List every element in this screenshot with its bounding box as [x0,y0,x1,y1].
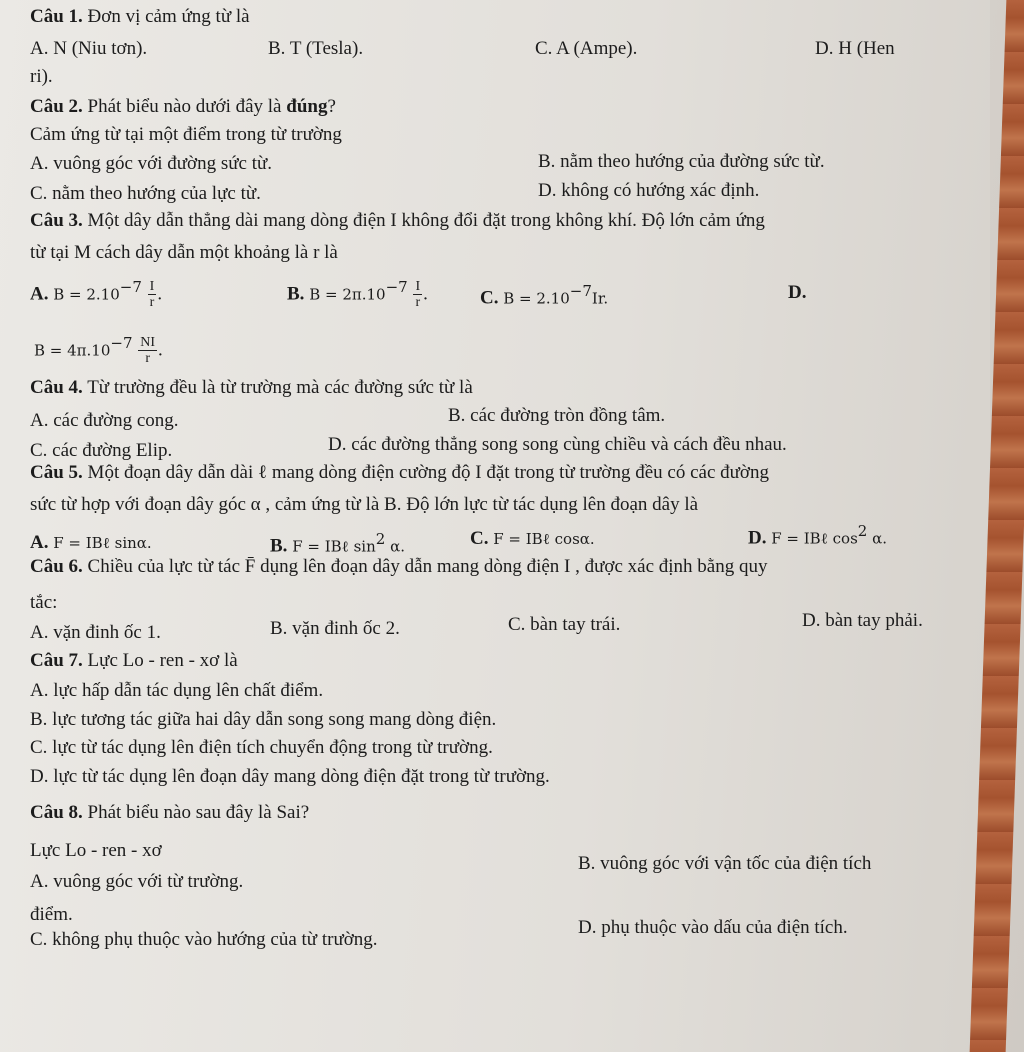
fraction: $\frac{I}{r}$ [149,279,155,311]
q2-option-c: C. nằm theo hướng của lực từ. [30,183,261,204]
q2-option-b: B. nằm theo hướng của đường sức từ. [538,151,825,172]
q6-option-b: B. vặn đinh ốc 2. [270,618,400,639]
q8-option-a: A. vuông góc với từ trường. [30,871,244,892]
q4-stem: Câu 4. Từ trường đều là từ trường mà các đường sức từ là [30,377,473,398]
q3-stem-line2: từ tại M cách dây dẫn một khoảng là r là [30,242,338,263]
q7-option-b: B. lực tương tác giữa hai dây dẫn song song mang dòng điện. [30,709,497,730]
q1-stem: Câu 1. Đơn vị cảm ứng từ là [30,6,250,27]
q6-option-d: D. bàn tay phải. [802,610,923,631]
q6-option-a: A. vặn đinh ốc 1. [30,622,161,643]
q4-option-b: B. các đường tròn đồng tâm. [448,405,666,426]
q2-stem-line2: Cảm ứng từ tại một điểm trong từ trường [30,124,342,145]
q7-option-a: A. lực hấp dẫn tác dụng lên chất điểm. [30,680,324,701]
q1-option-d-continued: ri). [30,66,53,87]
q6-stem-line2: tắc: [30,592,58,613]
q1-option-a: A. N (Niu tơn). [30,38,148,59]
q5-option-b: B. F = IBℓ $\sin^2 \alpha$. [270,530,405,557]
q3-option-d: $B = 4\pi.10^{-7}$ $\frac{NI}{r}$ . [34,334,163,367]
q4-option-d: D. các đường thẳng song song cùng chiều và cách đều nhau. [328,434,787,455]
q8-stem: Câu 8. Phát biểu nào sau đây là Sai? [30,802,310,823]
q7-stem: Câu 7. Lực Lo - ren - xơ là [30,650,238,671]
q7-option-d: D. lực từ tác dụng lên đoạn dây mang dòng điện đặt trong từ trường. [30,766,550,787]
q8-stem-line2: Lực Lo - ren - xơ [30,840,162,861]
q6-stem: Câu 6. Chiều của lực từ tác F̄ dụng lên đoạn dây dẫn mang dòng điện I , được xác định bằng quy [30,556,768,577]
q7-option-c: C. lực từ tác dụng lên điện tích chuyển động trong từ trường. [30,737,493,758]
fraction: $\frac{I}{r}$ [415,279,421,311]
fraction: $\frac{NI}{r}$ [140,335,156,367]
q3-stem: Câu 3. Một dây dẫn thẳng dài mang dòng điện I không đổi đặt trong không khí. Độ lớn cảm ứng [30,210,765,231]
q5-option-a: A. F = IBℓ sinα. [30,532,152,553]
q1-option-b: B. T (Tesla). [268,38,364,59]
q2-option-d: D. không có hướng xác định. [538,180,760,201]
q2-option-a: A. vuông góc với đường sức từ. [30,153,273,174]
q1-option-c: C. A (Ampe). [535,38,638,59]
q4-option-a: A. các đường cong. [30,410,179,431]
q1-option-d: D. H (Hen [815,38,895,59]
q5-option-d: D. F = IBℓ $\cos^2 \alpha$. [748,522,887,549]
q3-option-b: B. $B = 2\pi.10^{-7}$ $\frac{I}{r}$ . [287,278,428,311]
q5-option-c: C. F = IBℓ cosα. [470,528,595,549]
q3-option-a: A. $B = 2.10^{-7}$ $\frac{I}{r}$ . [30,278,163,311]
q5-stem: Câu 5. Một đoạn dây dẫn dài ℓ mang dòng điện cường độ I đặt trong từ trường đều có các đường [30,462,769,483]
q3-option-d-label: D. [788,282,807,303]
q5-stem-line2: sức từ hợp với đoạn dây góc α , cảm ứng từ là B. Độ lớn lực từ tác dụng lên đoạn dây là [30,494,699,515]
q3-option-c: C. $B = 2.10^{-7}Ir$. [480,282,609,309]
q8-option-b: B. vuông góc với vận tốc của điện tích [578,853,872,874]
q4-option-c: C. các đường Elip. [30,440,173,461]
q8-option-b-continued: điểm. [30,904,73,925]
q8-option-c: C. không phụ thuộc vào hướng của từ trường. [30,929,378,950]
q2-stem: Câu 2. Phát biểu nào dưới đây là đúng? [30,96,336,117]
q6-option-c: C. bàn tay trái. [508,614,621,635]
q8-option-d: D. phụ thuộc vào dấu của điện tích. [578,917,848,938]
